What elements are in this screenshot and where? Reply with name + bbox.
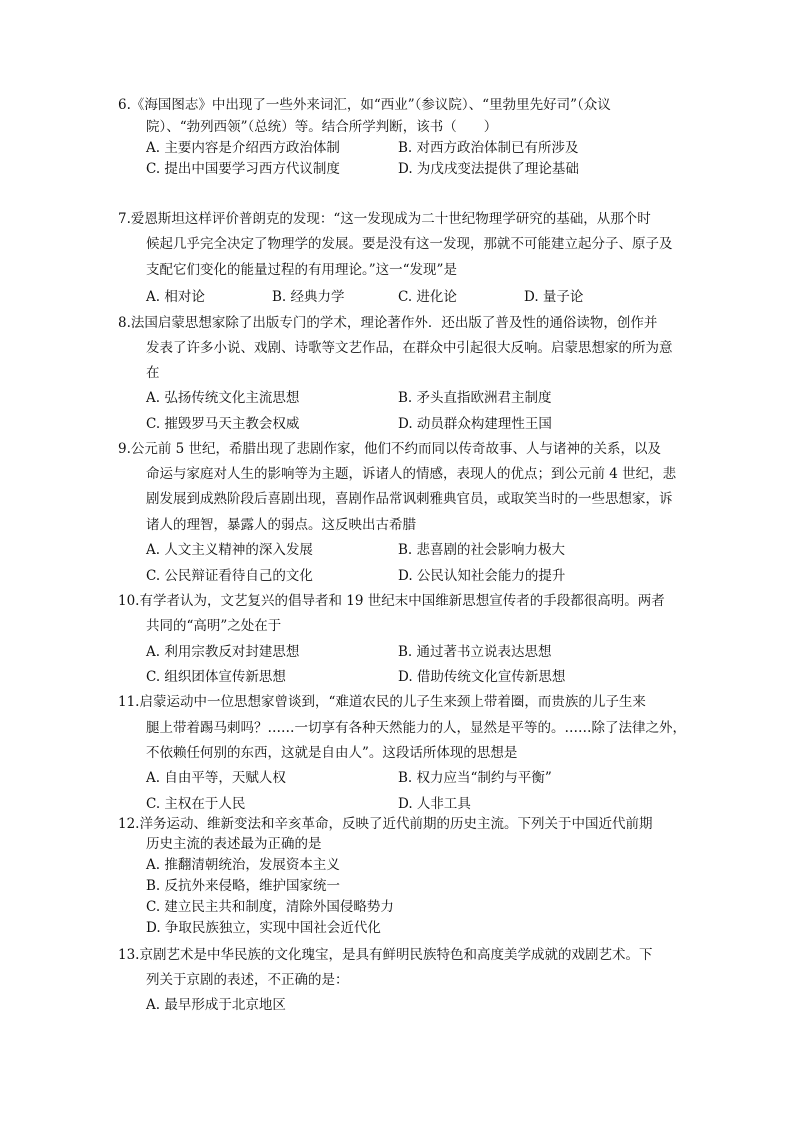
question-9-line-4: 诸人的理智，暴露人的弱点。这反映出古希腊 <box>146 517 416 533</box>
question-12-line-2: 历史主流的表述最为正确的是 <box>146 836 322 852</box>
question-6-option-d: D. 为戊戌变法提供了理论基础 <box>398 161 579 177</box>
question-7-option-c: C. 进化论 <box>398 289 457 305</box>
question-7-line-1: 7.爱恩斯坦这样评价普朗克的发现：“这一发现成为二十世纪物理学研究的基础，从那个时 <box>118 211 651 227</box>
question-7-line-3: 支配它们变化的能量过程的有用理论。”这一“发现”是 <box>146 262 457 278</box>
question-11-option-d: D. 人非工具 <box>398 796 471 812</box>
question-9-option-b: B. 悲喜剧的社会影响力极大 <box>398 542 566 558</box>
question-6-option-b: B. 对西方政治体制已有所涉及 <box>398 140 579 156</box>
question-12-option-c: C. 建立民主共和制度，清除外国侵略势力 <box>146 899 394 915</box>
question-12-line-1: 12.洋务运动、维新变法和辛亥革命，反映了近代前期的历史主流。下列关于中国近代前期 <box>118 816 653 832</box>
question-11-line-1: 11.启蒙运动中一位思想家曾谈到，“难道农民的儿子生来颈上带着圈，而贵族的儿子生来 <box>118 694 646 710</box>
question-10-option-a: A. 利用宗教反对封建思想 <box>146 644 300 660</box>
question-11-option-b: B. 权力应当“制约与平衡” <box>398 770 552 786</box>
question-8-option-c: C. 摧毁罗马天主教会权威 <box>146 416 300 432</box>
question-9-option-d: D. 公民认知社会能力的提升 <box>398 568 566 584</box>
question-13-line-2: 列关于京剧的表述，不正确的是： <box>146 972 349 988</box>
question-6-option-c: C. 提出中国要学习西方代议制度 <box>146 161 340 177</box>
question-7-option-d: D. 量子论 <box>524 289 584 305</box>
question-10-line-1: 10.有学者认为，文艺复兴的倡导者和 19 世纪末中国维新思想宣传者的手段都很高明。两者 <box>118 593 665 609</box>
question-6-line-1: 6.《海国图志》中出现了一些外来词汇，如“西业”（参议院）、“里勃里先好司”（众议 <box>118 97 611 113</box>
question-7-option-a: A. 相对论 <box>146 289 205 305</box>
question-10-option-c: C. 组织团体宣传新思想 <box>146 669 286 685</box>
question-9-line-2: 命运与家庭对人生的影响等为主题，诉诸人的情感，表现人的优点；到公元前 4 世纪，悲 <box>146 466 677 482</box>
question-8-option-d: D. 动员群众构建理性王国 <box>398 416 552 432</box>
question-12-option-b: B. 反抗外来侵略，维护国家统一 <box>146 878 341 894</box>
question-10-line-2: 共同的“高明”之处在于 <box>146 618 282 634</box>
question-8-option-b: B. 矛头直指欧洲君主制度 <box>398 390 552 406</box>
question-11-line-3: 不依赖任何别的东西，这就是自由人”。这段话所体现的思想是 <box>146 745 518 761</box>
question-13-line-1: 13.京剧艺术是中华民族的文化瑰宝，是具有鲜明民族特色和高度美学成就的戏剧艺术。下 <box>118 947 653 963</box>
question-7-line-2: 候起几乎完全决定了物理学的发展。要是没有这一发现，那就不可能建立起分子、原子及 <box>146 236 673 252</box>
question-6-line-2: 院）、“勃列西领”（总统）等。结合所学判断，该书（ ） <box>146 119 498 135</box>
question-10-option-d: D. 借助传统文化宣传新思想 <box>398 669 566 685</box>
question-9-line-3: 剧发展到成熟阶段后喜剧出现，喜剧作品常讽刺雅典官员，或取笑当时的一些思想家，诉 <box>146 491 673 507</box>
question-7-option-b: B. 经典力学 <box>272 289 345 305</box>
question-8-option-a: A. 弘扬传统文化主流思想 <box>146 390 300 406</box>
question-10-option-b: B. 通过著书立说表达思想 <box>398 644 552 660</box>
question-11-line-2: 腿上带着踢马刺吗？……一切享有各种天然能力的人，显然是平等的。……除了法律之外， <box>146 720 686 736</box>
question-6-option-a: A. 主要内容是介绍西方政治体制 <box>146 140 340 156</box>
question-8-line-2: 发表了许多小说、戏剧、诗歌等文艺作品，在群众中引起很大反响。启蒙思想家的所为意 <box>146 340 673 356</box>
question-9-line-1: 9.公元前 5 世纪，希腊出现了悲剧作家，他们不约而同以传奇故事、人与诸神的关系，以及 <box>118 441 662 457</box>
question-12-option-d: D. 争取民族独立，实现中国社会近代化 <box>146 920 381 936</box>
question-11-option-c: C. 主权在于人民 <box>146 796 246 812</box>
question-11-option-a: A. 自由平等，天赋人权 <box>146 770 286 786</box>
question-9-option-a: A. 人文主义精神的深入发展 <box>146 542 313 558</box>
question-8-line-3: 在 <box>146 365 160 381</box>
question-12-option-a: A. 推翻清朝统治，发展资本主义 <box>146 857 340 873</box>
question-13-option-a: A. 最早形成于北京地区 <box>146 997 286 1013</box>
question-9-option-c: C. 公民辩证看待自己的文化 <box>146 568 313 584</box>
question-8-line-1: 8.法国启蒙思想家除了出版专门的学术，理论著作外．还出版了普及性的通俗读物，创作并 <box>118 315 658 331</box>
